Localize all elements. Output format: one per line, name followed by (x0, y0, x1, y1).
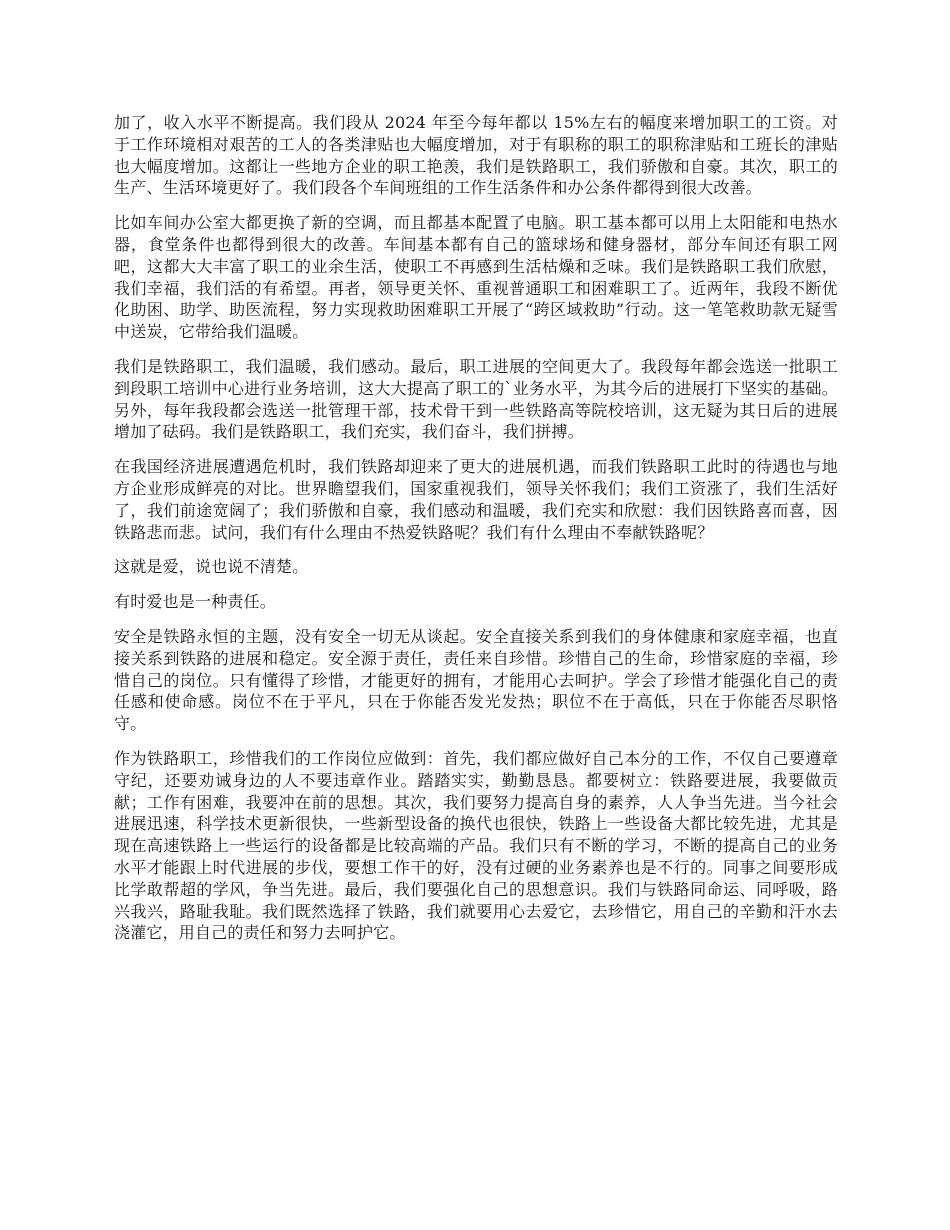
paragraph-3: 我们是铁路职工，我们温暖，我们感动。最后，职工进展的空间更大了。我段每年都会选送一批职工到段职工培训中心进行业务培训，这大大提高了职工的`业务水平，为其今后的进展打下坚实的基础。另外，每年我段都会选送一批管理干部，技术骨干到一些铁路高等院校培训，这无疑为其日后的进展增加了砝码。我们是铁路职工，我们充实，我们奋斗，我们拼搏。 (114, 356, 838, 442)
paragraph-1: 加了，收入水平不断提高。我们段从 2024 年至今每年都以 15%左右的幅度来增加职工的工资。对于工作环境相对艰苦的工人的各类津贴也大幅度增加，对于有职称的职工的职称津贴和工班长的津贴也大幅度增加。这都让一些地方企业的职工艳羡，我们是铁路职工，我们骄傲和自豪。其次，职工的生产、生活环境更好了。我们段各个车间班组的工作生活条件和办公条件都得到很大改善。 (114, 113, 838, 198)
paragraph-2: 比如车间办公室大都更换了新的空调，而且都基本配置了电脑。职工基本都可以用上太阳能和电热水器，食堂条件也都得到很大的改善。车间基本都有自己的篮球场和健身器材，部分车间还有职工网吧，这都大大丰富了职工的业余生活，使职工不再感到生活枯燥和乏味。我们是铁路职工我们欣慰，我们幸福，我们活的有希望。再者，领导更关怀、重视普通职工和困难职工了。近两年，我段不断优化助困、助学、助医流程，努力实现救助困难职工开展了“跨区域救助”行动。这一笔笔救助款无疑雪中送炭，它带给我们温暖。 (114, 213, 838, 342)
paragraph-4: 在我国经济进展遭遇危机时，我们铁路却迎来了更大的进展机遇，而我们铁路职工此时的待遇也与地方企业形成鲜亮的对比。世界瞻望我们，国家重视我们，领导关怀我们；我们工资涨了，我们生活好了，我们前途宽阔了；我们骄傲和自豪，我们感动和温暖，我们充实和欣慰：我们因铁路喜而喜，因铁路悲而悲。试问，我们有什么理由不热爱铁路呢？我们有什么理由不奉献铁路呢？ (114, 457, 838, 542)
paragraph-6: 有时爱也是一种责任。 (114, 592, 277, 612)
paragraph-7: 安全是铁路永恒的主题，没有安全一切无从谈起。安全直接关系到我们的身体健康和家庭幸福，也直接关系到铁路的进展和稳定。安全源于责任，责任来自珍惜。珍惜自己的生命，珍惜家庭的幸福，珍惜自己的岗位。只有懂得了珍惜，才能更好的拥有，才能用心去呵护。学会了珍惜才能强化自己的责任感和使命感。岗位不在于平凡，只在于你能否发光发热；职位不在于高低，只在于你能否尽职恪守。 (114, 626, 838, 734)
paragraph-8: 作为铁路职工，珍惜我们的工作岗位应做到：首先，我们都应做好自己本分的工作，不仅自己要遵章守纪，还要劝诫身边的人不要违章作业。踏踏实实，勤勤恳恳。都要树立：铁路要进展，我要做贡献；工作有困难，我要冲在前的思想。其次，我们要努力提高自身的素养，人人争当先进。当今社会进展迅速，科学技术更新很快，一些新型设备的换代也很快，铁路上一些设备大都比较先进，尤其是现在高速铁路上一些运行的设备都是比较高端的产品。我们只有不断的学习，不断的提高自己的业务水平才能跟上时代进展的步伐，要想工作干的好，没有过硬的业务素养也是不行的。同事之间要形成比学敢帮超的学风，争当先进。最后，我们要强化自己的思想意识。我们与铁路同命运、同呼吸，路兴我兴，路耻我耻。我们既然选择了铁路，我们就要用心去爱它，去珍惜它，用自己的辛勤和汗水去浇灌它，用自己的责任和努力去呵护它。 (114, 748, 838, 943)
paragraph-5: 这就是爱，说也说不清楚。 (114, 557, 309, 577)
